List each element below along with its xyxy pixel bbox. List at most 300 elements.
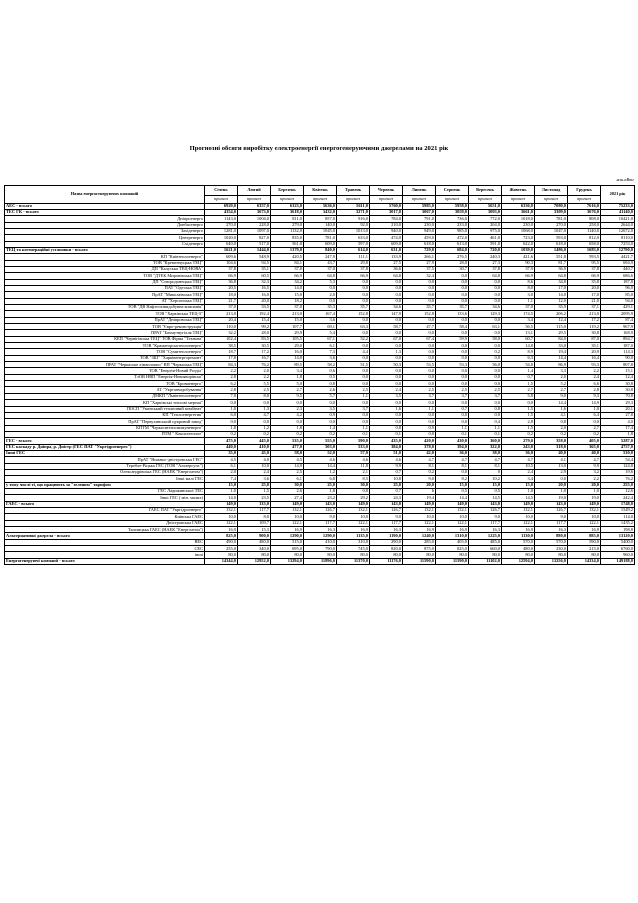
row-value: 729,0: [403, 247, 436, 253]
row-value: 1,4: [502, 368, 535, 374]
row-value: 2,1: [337, 469, 370, 475]
row-total: 13120,0: [601, 533, 635, 539]
row-value: 43,7: [304, 260, 337, 266]
row-value: 4,6: [370, 457, 403, 463]
row-value: 59,9: [436, 336, 469, 342]
row-value: 0,0: [436, 298, 469, 304]
row-value: 45,0: [238, 450, 271, 456]
row-total: 967,9: [601, 324, 635, 330]
row-total: 41140,0: [601, 209, 635, 215]
row-value: 255,0: [205, 546, 238, 552]
row-value: 14344,0: [205, 558, 238, 564]
row-value: 35,7: [403, 305, 436, 311]
row-value: 0,0: [304, 285, 337, 291]
row-value: 37,8: [469, 266, 502, 272]
row-value: 10,8: [370, 476, 403, 482]
row-value: 87,0: [568, 336, 601, 342]
row-value: 30,8: [568, 330, 601, 336]
row-value: 474,0: [370, 235, 403, 241]
row-value: 149,0: [337, 501, 370, 507]
row-value: 0,0: [436, 381, 469, 387]
row-value: 1379,0: [271, 247, 304, 253]
row-value: 0,0: [403, 355, 436, 361]
row-value: 660,0: [469, 546, 502, 552]
row-value: 32,3: [238, 279, 271, 285]
row-value: 1013,0: [337, 228, 370, 234]
row-value: 2,8: [502, 419, 535, 425]
row-total: 168,9: [601, 330, 635, 336]
row-value: 0,2: [568, 431, 601, 437]
row-value: 1,5: [502, 412, 535, 418]
row-value: 35,1: [568, 343, 601, 349]
row-value: 28,0: [436, 260, 469, 266]
row-value: 17,0: [568, 292, 601, 298]
row-value: 6,1: [271, 476, 304, 482]
row-value: 84,0: [535, 336, 568, 342]
row-value: 0,8: [304, 381, 337, 387]
row-value: 2,4: [568, 374, 601, 380]
row-value: 147,9: [370, 311, 403, 317]
row-value: 435,0: [370, 438, 403, 444]
row-name: АТ "Херсонська ТЕЦ": [5, 298, 205, 304]
row-value: 109,7: [238, 520, 271, 526]
row-value: 14,4: [535, 355, 568, 361]
row-value: 7,4: [205, 476, 238, 482]
row-value: 3432,0: [304, 209, 337, 215]
row-value: 174,5: [502, 311, 535, 317]
row-name: ТЕЦ та когенераційні установки - всього: [5, 247, 205, 253]
row-value: 8,1: [469, 463, 502, 469]
header-month: Вересень: [469, 186, 502, 196]
row-total: 1,8: [601, 431, 635, 437]
row-total: 114,3: [601, 349, 635, 355]
row-value: 266,1: [403, 254, 436, 260]
row-value: 6,8: [304, 476, 337, 482]
row-value: 0,7: [502, 374, 535, 380]
row-value: 9,0: [370, 514, 403, 520]
row-value: 6,2: [205, 381, 238, 387]
row-value: 30,5: [238, 343, 271, 349]
row-name: ТОВ "ДВ Нафтогазвидобувна компанія": [5, 305, 205, 311]
row-value: 633,0: [337, 235, 370, 241]
row-value: 35,7: [436, 305, 469, 311]
row-value: 11102,0: [469, 558, 502, 564]
row-value: 5611,0: [337, 203, 370, 209]
row-value: 51,0: [370, 450, 403, 456]
row-value: 0,0: [535, 476, 568, 482]
row-total: 429,1: [601, 305, 635, 311]
row-value: 421,6: [502, 254, 535, 260]
row-value: 16,3: [469, 527, 502, 533]
row-value: 0,0: [337, 368, 370, 374]
row-value: 143,0: [304, 501, 337, 507]
header-name: Назва енергогенеруючих компаній: [5, 186, 205, 204]
row-value: 16,9: [403, 527, 436, 533]
row-total: 4,0: [601, 419, 635, 425]
row-value: 152,8: [403, 311, 436, 317]
row-value: 736,0: [436, 216, 469, 222]
row-value: 8,1: [403, 463, 436, 469]
row-value: 29,5: [535, 330, 568, 336]
row-value: 54,8: [502, 362, 535, 368]
row-value: 18,0: [205, 292, 238, 298]
row-value: 4,1: [535, 457, 568, 463]
row-value: 15,0: [502, 482, 535, 488]
row-value: 33,5: [238, 305, 271, 311]
row-value: 340,0: [238, 546, 271, 552]
row-total: 87,4: [601, 317, 635, 323]
row-value: 132,1: [568, 508, 601, 514]
row-value: 0,0: [337, 412, 370, 418]
row-value: 15,0: [271, 292, 304, 298]
row-value: 0,0: [370, 368, 403, 374]
row-value: 517,0: [238, 241, 271, 247]
row-value: 14,0: [205, 495, 238, 501]
row-value: 4,5: [205, 457, 238, 463]
row-value: 14,4: [436, 495, 469, 501]
row-value: 0,2: [403, 469, 436, 475]
row-value: 24,3: [370, 495, 403, 501]
row-value: 0,0: [469, 317, 502, 323]
row-value: 0,0: [370, 298, 403, 304]
row-value: 10,2: [469, 476, 502, 482]
row-value: 34,8: [535, 279, 568, 285]
row-name: у тому числі ті, що працюють за "зеленим" тарифом: [5, 482, 205, 488]
header-month: Травень: [337, 186, 370, 196]
row-value: 2,5: [238, 387, 271, 393]
row-value: 622,0: [502, 241, 535, 247]
row-value: 66,9: [502, 273, 535, 279]
row-value: 206,2: [535, 311, 568, 317]
header-forecast: прогноз: [502, 195, 535, 203]
row-value: 0,0: [469, 412, 502, 418]
header-month: Жовтень: [502, 186, 535, 196]
row-value: 2,3: [271, 406, 304, 412]
row-value: 133,0: [238, 501, 271, 507]
row-value: 5651,0: [469, 203, 502, 209]
row-value: 34,6: [370, 305, 403, 311]
row-value: 2,7: [535, 387, 568, 393]
row-value: 405,0: [436, 539, 469, 545]
document-title: Прогнозні обсяги виробітку електроенергії енергогенеруючими джерелами на 2021 рік: [189, 145, 449, 152]
row-name: ВЕС: [5, 539, 205, 545]
row-value: 149,0: [205, 501, 238, 507]
row-value: 6: [403, 488, 436, 494]
row-value: 279,0: [271, 222, 304, 228]
row-value: 67,1: [304, 336, 337, 342]
row-value: 5636,0: [304, 203, 337, 209]
row-value: 0,0: [304, 419, 337, 425]
row-value: 11176,0: [370, 558, 403, 564]
row-value: 0,0: [238, 400, 271, 406]
row-value: 25,0: [304, 482, 337, 488]
row-value: 358,0: [535, 438, 568, 444]
row-value: 122,1: [403, 520, 436, 526]
row-value: 13256,0: [535, 558, 568, 564]
row-value: 19,0: [535, 495, 568, 501]
row-value: 0,0: [205, 419, 238, 425]
row-value: 37,8: [337, 266, 370, 272]
row-value: 84,1: [271, 260, 304, 266]
row-value: 2,6: [271, 488, 304, 494]
row-value: 0,9: [403, 425, 436, 431]
table-row: [5, 558, 635, 564]
row-value: 32,4: [403, 273, 436, 279]
row-value: 213,0: [205, 311, 238, 317]
row-value: 2,4: [502, 469, 535, 475]
row-value: 133,6: [436, 311, 469, 317]
row-value: 36,8: [205, 279, 238, 285]
header-month: Серпень: [436, 186, 469, 196]
row-total: 1435,2: [601, 520, 635, 526]
row-value: 11590,0: [436, 558, 469, 564]
row-value: 1,3: [370, 349, 403, 355]
row-value: 29,2: [337, 495, 370, 501]
row-value: 1,8: [205, 425, 238, 431]
row-value: 14334,0: [568, 558, 601, 564]
row-value: 83,5: [238, 336, 271, 342]
row-name: СЕС: [5, 546, 205, 552]
row-name: ПрАТ "Миколаївська ТЕЦ": [5, 292, 205, 298]
row-value: 781,0: [535, 216, 568, 222]
row-value: 104,6: [205, 260, 238, 266]
row-value: 2,5: [436, 387, 469, 393]
row-value: 2,9: [535, 469, 568, 475]
row-value: 0,5: [304, 374, 337, 380]
row-value: 40,0: [568, 450, 601, 456]
row-value: 0,0: [568, 419, 601, 425]
row-value: 15,0: [436, 482, 469, 488]
row-value: 0,0: [403, 317, 436, 323]
row-value: 36,9: [535, 266, 568, 272]
row-value: 58,0: [271, 450, 304, 456]
row-name: Дніпроенерго: [5, 216, 205, 222]
row-value: 30,0: [271, 482, 304, 488]
row-value: 0,2: [271, 431, 304, 437]
row-value: 551,8: [535, 254, 568, 260]
row-value: 132,1: [502, 508, 535, 514]
row-value: 591,0: [469, 241, 502, 247]
row-value: 310,0: [337, 539, 370, 545]
row-value: 16,9: [502, 527, 535, 533]
row-value: 0,0: [337, 343, 370, 349]
row-value: 360,0: [469, 438, 502, 444]
row-value: 365,0: [568, 444, 601, 450]
row-value: 18,2: [271, 298, 304, 304]
row-total: 198,8: [601, 527, 635, 533]
row-value: 58,2: [304, 362, 337, 368]
row-value: 0,0: [403, 285, 436, 291]
row-value: 56,5: [502, 324, 535, 330]
row-value: 21,7: [205, 298, 238, 304]
row-name: ТОВ "ЗШ" "Харківенергоремонт": [5, 355, 205, 361]
row-value: 0,0: [337, 400, 370, 406]
row-value: 0,0: [403, 381, 436, 387]
row-value: 63,1: [469, 324, 502, 330]
row-value: 820,0: [370, 546, 403, 552]
row-value: 30,7: [436, 266, 469, 272]
row-total: 187,0: [601, 343, 635, 349]
row-value: 117,7: [370, 520, 403, 526]
row-value: 0,0: [469, 285, 502, 291]
row-value: 66,9: [205, 273, 238, 279]
row-name: АТ "Укргазвидобування": [5, 387, 205, 393]
row-value: 3676,0: [568, 209, 601, 215]
row-value: 80,0: [568, 552, 601, 558]
row-value: 0,0: [469, 298, 502, 304]
row-value: 149,0: [502, 501, 535, 507]
row-value: 33,0: [535, 343, 568, 349]
row-value: 51,5: [337, 362, 370, 368]
row-value: 684,0: [436, 247, 469, 253]
row-value: 0,0: [370, 419, 403, 425]
row-value: 6,4: [568, 412, 601, 418]
row-value: 17,8: [205, 355, 238, 361]
row-value: 2,4: [238, 469, 271, 475]
row-value: 16,7: [238, 355, 271, 361]
row-total: 1549,2: [601, 508, 635, 514]
row-value: 3,6: [238, 476, 271, 482]
row-value: 35,3: [304, 305, 337, 311]
row-value: 11,8: [337, 463, 370, 469]
row-value: 16,9: [436, 527, 469, 533]
row-value: 1310,0: [436, 533, 469, 539]
row-value: 37,1: [568, 305, 601, 311]
row-value: 475,0: [205, 438, 238, 444]
row-value: 461,0: [469, 235, 502, 241]
row-value: 548,9: [238, 254, 271, 260]
row-value: 1,8: [304, 488, 337, 494]
row-value: 0,0: [436, 279, 469, 285]
row-value: 37,0: [205, 305, 238, 311]
row-value: 3003,0: [469, 209, 502, 215]
row-name: ГЕС каскаду р. Дніпра, р. Дністр (ГЕС ПАТ "Укргідроенерго"): [5, 444, 205, 450]
row-value: 89,5: [271, 362, 304, 368]
row-value: 0,0: [436, 349, 469, 355]
row-value: 9,0: [469, 514, 502, 520]
row-value: 80,0: [436, 552, 469, 558]
row-value: 1135,0: [337, 533, 370, 539]
row-value: 56,0: [469, 362, 502, 368]
row-value: 270,0: [535, 222, 568, 228]
row-value: 590,0: [568, 539, 601, 545]
row-value: 2,6: [304, 387, 337, 393]
row-name: Інші ГЕС: [5, 450, 205, 456]
row-value: 34,6: [469, 305, 502, 311]
row-value: 23,2: [304, 495, 337, 501]
row-value: 5,4: [304, 330, 337, 336]
row-value: 1132,0: [271, 228, 304, 234]
row-value: 64,8: [370, 273, 403, 279]
row-value: 1444,0: [238, 247, 271, 253]
row-value: 4,7: [403, 457, 436, 463]
row-name: Ташлицька ГАЕС (НАЕК "Енергоатом"): [5, 527, 205, 533]
row-total: 6760,0: [601, 546, 635, 552]
row-value: 0,1: [337, 431, 370, 437]
row-value: 149,0: [568, 501, 601, 507]
row-value: 122,1: [502, 520, 535, 526]
row-value: 58,0: [469, 336, 502, 342]
row-value: 1,0: [568, 406, 601, 412]
row-value: 7,3: [304, 349, 337, 355]
row-value: 0,0: [436, 273, 469, 279]
row-value: 3309,0: [535, 209, 568, 215]
row-value: 67,0: [370, 336, 403, 342]
row-value: 38,5: [205, 343, 238, 349]
row-value: 2,0: [238, 368, 271, 374]
header-forecast: прогноз: [337, 195, 370, 203]
row-value: 405,0: [568, 438, 601, 444]
row-value: 230,0: [502, 222, 535, 228]
row-value: 122,1: [271, 520, 304, 526]
row-total: 187,8: [601, 279, 635, 285]
row-value: 503,0: [304, 444, 337, 450]
row-value: 0,8: [370, 425, 403, 431]
row-value: 14,5: [469, 495, 502, 501]
row-value: 1039,0: [502, 247, 535, 253]
row-name: КП "Київтеплоенерго": [5, 254, 205, 260]
row-value: 0,0: [403, 292, 436, 298]
row-value: 631,0: [370, 247, 403, 253]
row-value: 8,0: [238, 393, 271, 399]
row-value: 1140,0: [568, 228, 601, 234]
row-name: ГЕС - всього: [5, 438, 205, 444]
header-month: Грудень: [568, 186, 601, 196]
row-value: 80,0: [337, 552, 370, 558]
row-value: 3017,0: [370, 209, 403, 215]
row-value: 15,0: [205, 482, 238, 488]
row-value: 440,0: [205, 444, 238, 450]
row-value: 1,0: [205, 406, 238, 412]
row-value: 472,0: [436, 235, 469, 241]
row-value: 80,0: [205, 552, 238, 558]
row-value: 420,5: [271, 254, 304, 260]
row-value: 3271,0: [337, 209, 370, 215]
header-total: 2021 рік: [601, 186, 635, 204]
row-value: 0,0: [469, 279, 502, 285]
row-name: Альтернативні джерела - всього: [5, 533, 205, 539]
row-value: 66,9: [271, 273, 304, 279]
row-value: 0,0: [370, 317, 403, 323]
row-name: ГАЕС ПАТ "Укргідроенерго": [5, 508, 205, 514]
row-value: 117,7: [304, 520, 337, 526]
row-value: 6,1: [304, 343, 337, 349]
row-value: 4,0: [238, 457, 271, 463]
row-value: 32,2: [205, 330, 238, 336]
row-value: 0,0: [304, 298, 337, 304]
row-value: 6,1: [205, 463, 238, 469]
row-value: 37,8: [271, 266, 304, 272]
row-value: 940,0: [370, 228, 403, 234]
row-value: 16,0: [238, 292, 271, 298]
row-value: 1190,0: [370, 533, 403, 539]
row-value: 825,0: [205, 533, 238, 539]
row-value: 480,0: [238, 539, 271, 545]
row-value: 40,0: [535, 450, 568, 456]
row-value: 5,5: [238, 381, 271, 387]
header-forecast: прогноз: [238, 195, 271, 203]
row-value: 0,0: [469, 374, 502, 380]
row-total: 1748,0: [601, 501, 635, 507]
row-value: 2,4: [370, 387, 403, 393]
row-value: 126,7: [304, 508, 337, 514]
row-value: 0,0: [403, 330, 436, 336]
row-value: 0,0: [337, 330, 370, 336]
row-value: 2,5: [403, 387, 436, 393]
row-value: 10,5: [502, 463, 535, 469]
row-value: 64,8: [469, 273, 502, 279]
row-value: 240,3: [469, 254, 502, 260]
